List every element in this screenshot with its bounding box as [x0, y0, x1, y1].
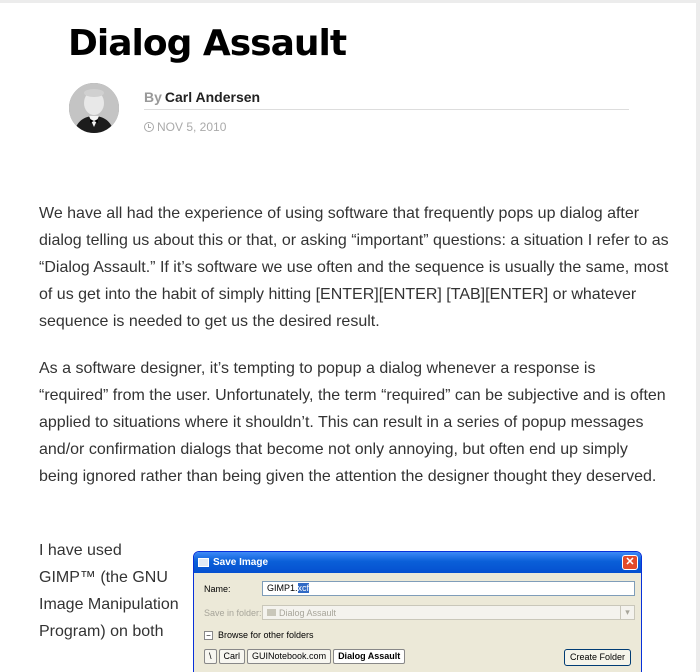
browse-row — [204, 630, 314, 640]
app-icon — [198, 558, 209, 567]
folder-label: Save in folder: — [204, 607, 262, 618]
author-avatar[interactable] — [69, 83, 119, 133]
name-value: GIMP1. — [267, 583, 298, 593]
name-value-selected: xcf — [297, 583, 310, 593]
article-page — [0, 3, 696, 672]
author-avatar-image — [69, 83, 119, 133]
create-folder-button: Create Folder — [564, 649, 631, 666]
article-paragraph-3: I have used GIMP™ (the GNU Image Manipulation Program) on both — [39, 542, 179, 640]
browse-label: Browse for other folders — [218, 630, 314, 640]
article-paragraph-1: We have all had the experience of using software that frequently pops up dialog after dialog telling us about this or that, or asking “important” questions: a situation I refer to as “Dialog Assault.” If it’s software we use often and the sequence is usually the same, most of us get into the habit of simply hitting [ENTER][ENTER] [TAB][ENTER] or whatever sequence is needed to get us the desired result. — [39, 205, 669, 330]
dialog-title: Save Image — [213, 557, 269, 568]
name-field — [262, 581, 635, 596]
breadcrumb — [204, 649, 407, 664]
article-title: Dialog Assault — [68, 23, 347, 64]
plus-icon: − — [204, 631, 213, 640]
folder-icon — [267, 609, 276, 616]
article-paragraph-2: As a software designer, it’s tempting to popup a dialog whenever a response is “required” from the user. Unfortunately, the term “required” can be subjective and is often applied to situations where it shouldn’t. This can result in a series of popup messages and/or confirmation dialogs that become not only annoying, but often end up simply being ignored rather than being given the attention the designer thought they deserved. — [39, 360, 666, 485]
chevron-down-icon: ▾ — [620, 606, 634, 619]
name-label: Name: — [204, 583, 231, 594]
folder-row — [204, 605, 635, 620]
breadcrumb-item: \ — [204, 649, 217, 664]
close-icon: ✕ — [622, 555, 638, 570]
author-link[interactable]: Carl Andersen — [164, 89, 261, 105]
save-image-dialog-screenshot — [193, 551, 642, 672]
post-date-text: NOV 5, 2010 — [157, 120, 227, 134]
breadcrumb-item: GUINotebook.com — [247, 649, 331, 664]
post-date — [144, 120, 226, 134]
name-row — [204, 581, 635, 596]
breadcrumb-item-current: Dialog Assault — [333, 649, 405, 664]
clock-icon — [144, 122, 154, 132]
dialog-titlebar — [194, 552, 641, 573]
folder-dropdown — [262, 605, 635, 620]
byline — [144, 88, 629, 110]
byline-prefix: By — [144, 89, 162, 105]
breadcrumb-item: Carl — [219, 649, 246, 664]
folder-value: Dialog Assault — [279, 607, 337, 618]
